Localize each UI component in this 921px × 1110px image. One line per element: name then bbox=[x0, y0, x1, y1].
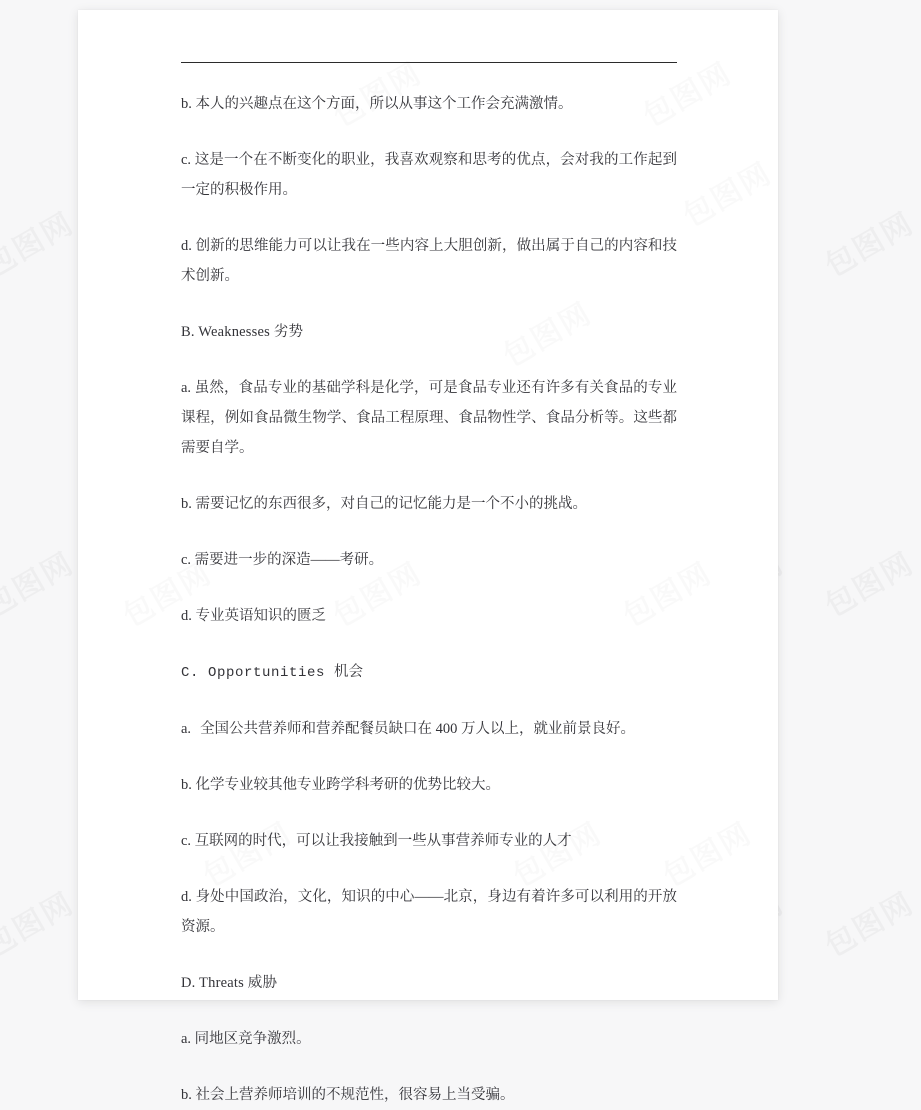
paragraph-weakness-d: d. 专业英语知识的匮乏 bbox=[181, 608, 326, 624]
heading-opportunities-latin: C. Opportunities bbox=[181, 665, 335, 681]
paragraph-strength-c: c. 这是一个在不断变化的职业，我喜欢观察和思考的优点，会对我的工作起到一定的积极作用。 bbox=[181, 152, 677, 198]
watermark-text bbox=[815, 539, 920, 625]
paragraph-weakness-b: b. 需要记忆的东西很多，对自己的记忆能力是一个不小的挑战。 bbox=[181, 496, 587, 512]
heading-opportunities-cjk: 机会 bbox=[334, 664, 364, 680]
paragraph-opportunity-d: d. 身处中国政治，文化，知识的中心——北京，身边有着许多可以利用的开放资源。 bbox=[181, 889, 677, 935]
heading-weaknesses: B. Weaknesses 劣势 bbox=[181, 324, 304, 340]
paragraph-weakness-a: a. 虽然，食品专业的基础学科是化学，可是食品专业还有许多有关食品的专业课程，例如食品微生物学、食品工程原理、食品物性学、食品分析等。这些都需要自学。 bbox=[181, 380, 677, 456]
header-rule bbox=[181, 62, 677, 63]
paragraph-opportunity-a-text: 全国公共营养师和营养配餐员缺口在 400 万人以上，就业前景良好。 bbox=[200, 721, 636, 737]
document-page bbox=[78, 10, 778, 1103]
paragraph-strength-b: b. 本人的兴趣点在这个方面，所以从事这个工作会充满激情。 bbox=[181, 96, 573, 112]
paragraph-opportunity-a bbox=[181, 714, 677, 744]
watermark-text bbox=[0, 539, 81, 625]
paragraph-weakness-c: c. 需要进一步的深造——考研。 bbox=[181, 552, 384, 568]
page-content bbox=[78, 10, 778, 1110]
watermark-text bbox=[815, 879, 920, 965]
paragraph-opportunity-b: b. 化学专业较其他专业跨学科考研的优势比较大。 bbox=[181, 777, 500, 793]
paragraph-strength-d: d. 创新的思维能力可以让我在一些内容上大胆创新，做出属于自己的内容和技术创新。 bbox=[181, 238, 677, 284]
list-marker-a: a. bbox=[181, 721, 192, 737]
heading-threats: D. Threats 威胁 bbox=[181, 975, 278, 991]
watermark-text bbox=[0, 879, 81, 965]
watermark-text bbox=[0, 199, 81, 285]
paragraph-opportunity-c: c. 互联网的时代，可以让我接触到一些从事营养师专业的人才 bbox=[181, 833, 572, 849]
paragraph-threat-a: a. 同地区竞争激烈。 bbox=[181, 1031, 311, 1047]
watermark-text bbox=[815, 199, 920, 285]
heading-opportunities bbox=[181, 657, 677, 688]
paragraph-threat-b: b. 社会上营养师培训的不规范性，很容易上当受骗。 bbox=[181, 1087, 515, 1103]
